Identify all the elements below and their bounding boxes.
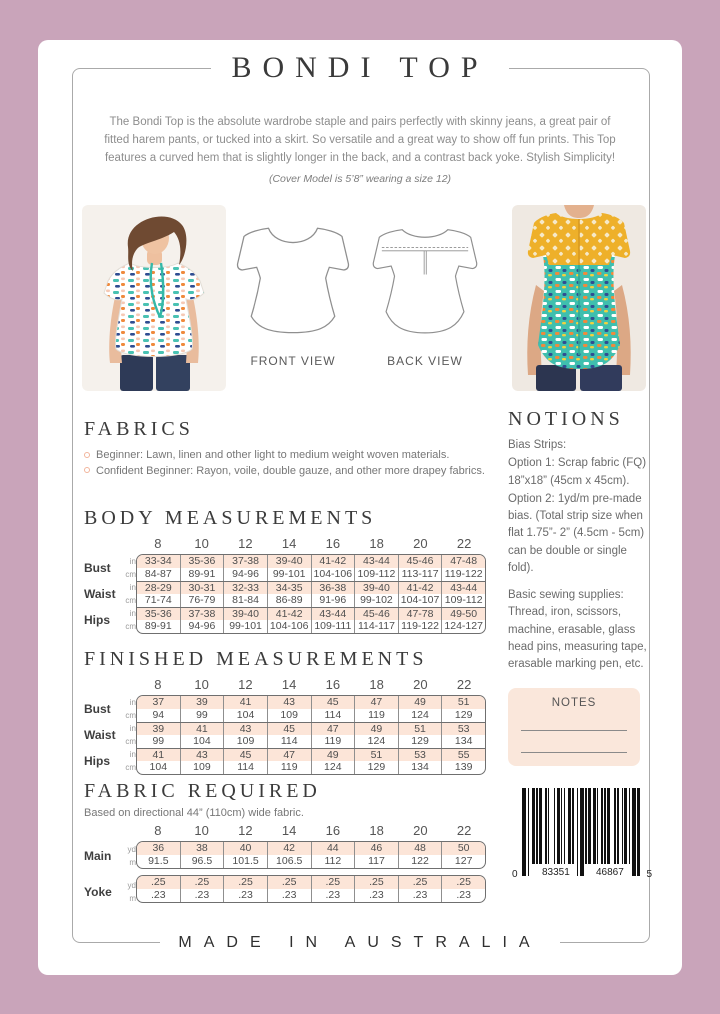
size-label: 20 [413,823,428,838]
back-view-label: BACK VIEW [387,354,463,368]
table-cell: 44 [311,842,355,855]
table-cell: 114 [311,709,355,722]
table-cell: 124 [398,709,442,722]
page-title: BONDI TOP [211,51,508,85]
size-label: 20 [413,677,428,692]
table-cell: 113-117 [398,568,442,581]
body-measurements-table [84,536,486,634]
table-cell: 45-46 [354,608,398,620]
table-cell: 45 [311,696,355,709]
size-header-row [136,536,486,554]
table-row [137,581,485,594]
table-cell: 35-36 [144,608,172,620]
table-cell: 114 [267,735,311,748]
front-view-block [234,214,352,368]
fabric-required-note: Based on directional 44” (110cm) wide fabric. [84,807,304,819]
unit-label: in [129,583,136,592]
table-cell: 134 [398,761,442,774]
table-cell: .25 [267,876,311,889]
table-cell: 43-44 [311,608,355,620]
unit-label: in [129,724,136,733]
table-cell: 41 [180,723,224,735]
table-cell: 124 [354,735,398,748]
table-cell: 49 [354,723,398,735]
table-cell: 139 [441,761,485,774]
table-cell: 91-96 [311,594,355,607]
model-back-illustration [512,205,646,391]
notes-box [508,688,640,766]
table-row [137,555,485,568]
size-label: 12 [238,536,253,551]
row-group-label [84,607,136,633]
table-box [136,875,486,903]
table-cell: 41 [152,749,165,761]
model-front-illustration [82,205,226,391]
size-label: 14 [281,677,297,692]
row-labels [84,695,136,775]
size-label: 22 [456,677,472,692]
table-cell: 41 [223,696,267,709]
table-cell: 99 [152,735,165,747]
unit-labels [122,581,136,607]
table-cell: 39-40 [354,582,398,594]
table-cell: 49-50 [441,608,485,620]
made-in-text: MADE IN AUSTRALIA [160,934,559,952]
fabrics-section [84,418,498,480]
notions-text [508,437,650,673]
bullet-icon [84,452,90,458]
table-boxes [136,841,486,914]
notes-writing-line [521,709,627,731]
notions-heading: NOTIONS [508,408,624,430]
fabric-required-heading: FABRIC REQUIRED [84,780,321,802]
table-cell: 45 [267,723,311,735]
table-cell: 104 [149,761,168,773]
unit-labels [122,607,136,633]
unit-labels [122,879,136,905]
table-cell: 53 [441,723,485,735]
table-cell: 51 [398,723,442,735]
size-label: 12 [238,823,253,838]
table-row [137,594,485,607]
finished-measurements-table [84,677,486,775]
fabric-required-section [84,780,486,914]
size-label: 12 [238,677,253,692]
table-cell: 91.5 [148,855,169,867]
table-cell: 43 [223,723,267,735]
table-cell: 43 [267,696,311,709]
size-label: 10 [194,677,209,692]
table-cell: 36 [152,842,165,854]
table-cell: 119 [354,709,398,722]
row-group-label [84,555,136,581]
size-label: 10 [194,536,209,551]
table-cell: 101.5 [223,855,267,868]
made-in-row [38,934,682,952]
table-cell: 41-42 [398,582,442,594]
row-group-label [84,581,136,607]
notions-line: Option 2: 1yd/m pre-made bias. (Total strip size when flat 1.75”- 2” (4.5cm - 5cm) can be double or single fold). [508,492,645,574]
table-cell: .23 [398,889,442,902]
measurement-name: Waist [84,728,116,742]
table-cell: 36-38 [311,582,355,594]
pattern-back-cover [38,40,682,975]
body-measurements-section [84,507,486,634]
table-cell: 42 [267,842,311,855]
size-label: 18 [369,536,384,551]
table-cell: .23 [151,889,166,901]
size-header-row [136,677,486,695]
table-cell: .23 [267,889,311,902]
unit-label: m [129,894,136,903]
table-boxes [136,554,486,634]
table-cell: 47-78 [398,608,442,620]
table-row [137,568,485,581]
table-row [137,761,485,774]
table-row [137,855,485,868]
table-cell: 38 [180,842,224,855]
size-label: 22 [456,823,472,838]
notes-label: NOTES [551,697,597,709]
measurement-name: Yoke [84,885,112,899]
fabrics-list [84,448,498,480]
table-row [137,620,485,633]
table-cell: .25 [180,876,224,889]
unit-label: cm [125,763,136,772]
table-cell: 119 [267,761,311,774]
intro-block [100,114,620,188]
table-row [137,842,485,855]
table-cell: 109-112 [441,594,485,607]
bullet-icon [84,467,90,473]
table-cell: 37-38 [223,555,267,568]
table-cell: .23 [223,889,267,902]
back-view-block [370,214,480,368]
notions-supplies: Basic sewing supplies: Thread, iron, scissors, machine, erasable, glass head pins, measuring tape, erasable marking pen, etc. [508,589,647,670]
table-cell: 43 [180,749,224,761]
table-cell: 37 [152,696,165,708]
row-group-label [84,722,136,748]
table-cell: 33-34 [144,555,172,567]
measurement-name: Waist [84,587,116,601]
size-label: 8 [154,536,162,551]
table-cell: 43-44 [441,582,485,594]
table-cell: 109-112 [354,568,398,581]
measurement-name: Hips [84,754,111,768]
measurement-name: Bust [84,561,111,575]
table-cell: .23 [311,889,355,902]
row-labels [84,554,136,634]
table-cell: 129 [441,709,485,722]
finished-measurements-heading: FINISHED MEASUREMENTS [84,648,428,670]
table-cell: 94-96 [223,568,267,581]
table-cell: .23 [354,889,398,902]
table-cell: 41-42 [267,608,311,620]
table-cell: 89-91 [180,568,224,581]
table-cell: 96.5 [180,855,224,868]
table-cell: 86-89 [267,594,311,607]
measurement-name: Bust [84,702,111,716]
front-view-label: FRONT VIEW [250,354,336,368]
table-cell: 99-101 [267,568,311,581]
table-cell: 104-107 [398,594,442,607]
barcode-digit: 46867 [596,867,624,878]
table-cell: .25 [354,876,398,889]
table-cell: 104-106 [311,568,355,581]
table-cell: 47 [267,749,311,761]
unit-label: in [129,698,136,707]
table-cell: 47 [354,696,398,709]
unit-label: in [129,609,136,618]
measurement-name: Hips [84,613,111,627]
table-cell: .25 [311,876,355,889]
table-cell: .25 [151,876,166,888]
size-label: 10 [194,823,209,838]
table-cell: 109-111 [311,620,355,633]
table-cell: 89-91 [144,620,172,632]
table-cell: 119-122 [441,568,485,581]
table-cell: 99-101 [223,620,267,633]
list-item [84,464,498,480]
barcode-digit: 83351 [542,867,570,878]
size-label: 18 [369,823,384,838]
row-group-label [84,878,136,906]
unit-label: in [129,750,136,759]
table-cell: 84-87 [144,568,172,580]
size-label: 14 [281,823,297,838]
table-row [137,748,485,761]
table-cell: 129 [354,761,398,774]
size-label: 8 [154,677,162,692]
table-cell: 104 [180,735,224,748]
table-cell: 114-117 [354,620,398,633]
table-cell: .23 [441,889,485,902]
unit-label: yd [127,881,136,890]
fabrics-heading: FABRICS [84,418,194,440]
barcode-digit: 0 [512,869,518,880]
unit-labels [122,843,136,869]
front-view-drawing [234,214,352,346]
table-cell: 47-48 [441,555,485,568]
cover-model-note: (Cover Model is 5’8” wearing a size 12) [268,173,452,186]
table-cell: 81-84 [223,594,267,607]
unit-label: yd [127,845,136,854]
table-cell: 39-40 [267,555,311,568]
table-cell: 46 [354,842,398,855]
table-cell: 94 [152,709,165,721]
table-cell: 41-42 [311,555,355,568]
size-label: 8 [154,823,162,838]
row-group-label [84,696,136,722]
table-cell: 117 [354,855,398,868]
row-group-label [84,842,136,870]
table-cell: 39-40 [223,608,267,620]
table-cell: 45-46 [398,555,442,568]
table-row [137,876,485,889]
table-cell: 109 [267,709,311,722]
table-box [136,695,486,775]
unit-label: cm [125,596,136,605]
unit-label: cm [125,622,136,631]
title-row [38,51,682,85]
table-cell: 53 [398,749,442,761]
table-row [137,607,485,620]
table-cell: 94-96 [180,620,224,633]
body-measurements-heading: BODY MEASUREMENTS [84,507,377,529]
table-cell: 34-35 [267,582,311,594]
size-label: 16 [325,536,341,551]
table-cell: 55 [441,749,485,761]
table-box [136,841,486,869]
table-cell: 39 [152,723,165,735]
table-cell: .23 [180,889,224,902]
list-item [84,448,498,464]
measurement-name: Main [84,849,112,863]
table-cell: 99 [180,709,224,722]
size-label: 18 [369,677,384,692]
table-row [137,696,485,709]
size-label: 20 [413,536,428,551]
fabric-required-table [84,823,486,914]
table-cell: 71-74 [144,594,172,606]
table-cell: 40 [223,842,267,855]
table-cell: 37-38 [180,608,224,620]
fabric-item-text: Confident Beginner: Rayon, voile, double gauze, and other more drapey fabrics. [96,464,485,477]
fabric-item-text: Beginner: Lawn, linen and other light to medium weight woven materials. [96,449,450,461]
size-header-row [136,823,486,841]
table-cell: 124-127 [441,620,485,633]
row-labels [84,841,136,914]
table-cell: .25 [441,876,485,889]
unit-labels [122,555,136,581]
notes-writing-line [521,731,627,753]
table-cell: 99-102 [354,594,398,607]
table-cell: 30-31 [180,582,224,594]
unit-label: cm [125,711,136,720]
notions-section [508,408,650,674]
table-cell: 50 [441,842,485,855]
table-cell: 35-36 [180,555,224,568]
table-cell: 39 [180,696,224,709]
table-cell: .25 [223,876,267,889]
model-photo-front [82,205,226,391]
table-cell: 109 [180,761,224,774]
table-cell: 106.5 [267,855,311,868]
table-row [137,735,485,748]
table-cell: 45 [223,749,267,761]
table-box [136,554,486,634]
table-cell: 119-122 [398,620,442,633]
table-cell: 127 [441,855,485,868]
intro-text: The Bondi Top is the absolute wardrobe staple and pairs perfectly with skinny jeans, a great pair of fitted harem pants, or tucked into a skirt. So versatile and a great way to show off fun prints. This Top features a curved hem that is slightly longer in the back, and a contrast back yoke. Stylish Simplicity! [104,116,616,164]
table-cell: 51 [441,696,485,709]
table-cell: 114 [223,761,267,774]
table-cell: 104 [223,709,267,722]
table-cell: 112 [311,855,355,868]
table-cell: 47 [311,723,355,735]
technical-drawings [234,214,480,368]
table-cell: 129 [398,735,442,748]
table-cell: 124 [311,761,355,774]
unit-labels [122,696,136,722]
table-row [137,889,485,902]
table-cell: 49 [311,749,355,761]
table-row [137,722,485,735]
table-cell: 51 [354,749,398,761]
table-boxes [136,695,486,775]
table-cell: 104-106 [267,620,311,633]
unit-label: cm [125,737,136,746]
barcode-digit: 5 [646,869,652,880]
size-label: 14 [281,536,297,551]
table-cell: 119 [311,735,355,748]
finished-measurements-section [84,648,486,775]
size-label: 16 [325,677,341,692]
unit-label: cm [125,570,136,579]
back-view-drawing [370,214,480,346]
row-group-label [84,748,136,774]
table-cell: 134 [441,735,485,748]
table-cell: 28-29 [144,582,172,594]
size-label: 16 [325,823,341,838]
size-label: 22 [456,536,472,551]
barcode-gap [640,788,641,864]
table-cell: 122 [398,855,442,868]
table-cell: 76-79 [180,594,224,607]
table-row [137,709,485,722]
upc-barcode [510,788,650,886]
table-cell: 109 [223,735,267,748]
table-cell: 43-44 [354,555,398,568]
table-cell: .25 [398,876,442,889]
unit-label: m [129,858,136,867]
table-cell: 32-33 [223,582,267,594]
notions-line: Option 1: Scrap fabric (FQ) 18”x18” (45cm x 45cm). [508,457,647,487]
barcode-bars [522,788,650,876]
table-cell: 49 [398,696,442,709]
notions-line: Bias Strips: [508,439,567,451]
unit-label: in [129,557,136,566]
unit-labels [122,722,136,748]
table-cell: 48 [398,842,442,855]
model-photo-back [512,205,646,391]
unit-labels [122,748,136,774]
